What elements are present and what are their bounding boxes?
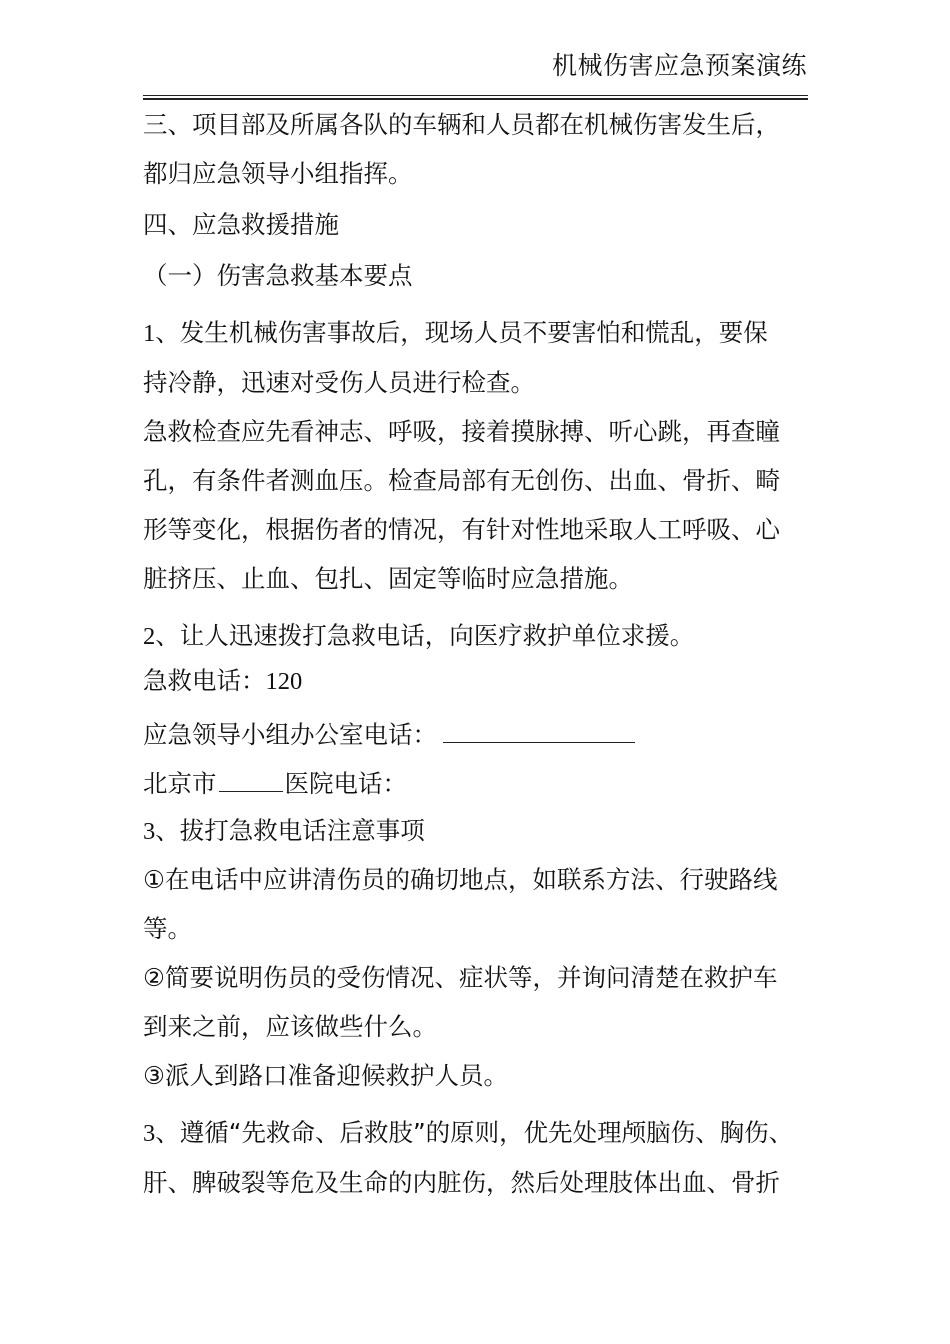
paragraph-line: 形等变化，根据伤者的情况，有针对性地采取人工呼吸、心 [143,515,780,544]
phone-line-emergency [143,661,808,702]
paragraph-line: 脏挤压、止血、包扎、固定等临时应急措施。 [143,564,633,593]
subsection-heading: （一）伤害急救基本要点 [143,261,413,290]
paragraph-line: 都归应急领导小组指挥。 [143,159,413,188]
city-label: 北京市 [143,769,217,798]
phone-line-office [143,710,808,759]
item-number: 2、 [143,623,180,650]
phone-number: 120 [265,668,303,695]
paragraph-line: 孔，有条件者测血压。检查局部有无创伤、出血、骨折、畸 [143,466,780,495]
list-item-line [143,1108,808,1158]
list-item-line [143,808,808,855]
paragraph-line: 到来之前，应该做些什么。 [143,1012,437,1041]
item-text: 让人迅速拨打急救电话，向医疗救护单位求援。 [179,621,695,650]
phone-label: 急救电话： [143,666,266,695]
paragraph-line: 肝、脾破裂等危及生命的内脏伤，然后处理肢体出血、骨折 [143,1168,780,1197]
phone-label: 应急领导小组办公室电话： [143,720,437,749]
phone-line-hospital [143,759,808,808]
section-heading: 四、应急救援措施 [143,210,339,239]
list-item-line [143,308,808,358]
paragraph-line: ③派人到路口准备迎候救护人员。 [143,1061,508,1090]
item-number: 3、 [143,818,180,845]
paragraph-line: 等。 [143,914,192,943]
paragraph-line: ②简要说明伤员的受伤情况、症状等，并询问清楚在救护车 [143,963,778,992]
item-number: 1、 [143,320,180,347]
document-body [143,100,808,1207]
item-text: 遵循“先救命、后救肢”的原则，优先处理颅脑伤、胸伤、 [179,1118,794,1147]
blank-underline [443,716,635,743]
paragraph-line: 急救检查应先看神志、呼吸，接着摸脉搏、听心跳，再查瞳 [143,417,780,446]
list-item-line [143,611,808,661]
header-rule-thin [143,95,808,96]
item-number: 3、 [143,1120,180,1147]
running-header-title: 机械伤害应急预案演练 [551,51,807,80]
blank-underline [219,765,283,792]
paragraph-line: 三、项目部及所属各队的车辆和人员都在机械伤害发生后， [143,110,780,139]
paragraph-line: 持冷静，迅速对受伤人员进行检查。 [143,368,535,397]
hospital-phone-label: 医院电话： [284,769,407,798]
paragraph-line: ①在电话中应讲清伤员的确切地点，如联系方法、行驶路线 [143,865,778,894]
item-text: 拔打急救电话注意事项 [179,816,425,845]
item-text: 发生机械伤害事故后，现场人员不要害怕和慌乱，要保 [179,318,768,347]
